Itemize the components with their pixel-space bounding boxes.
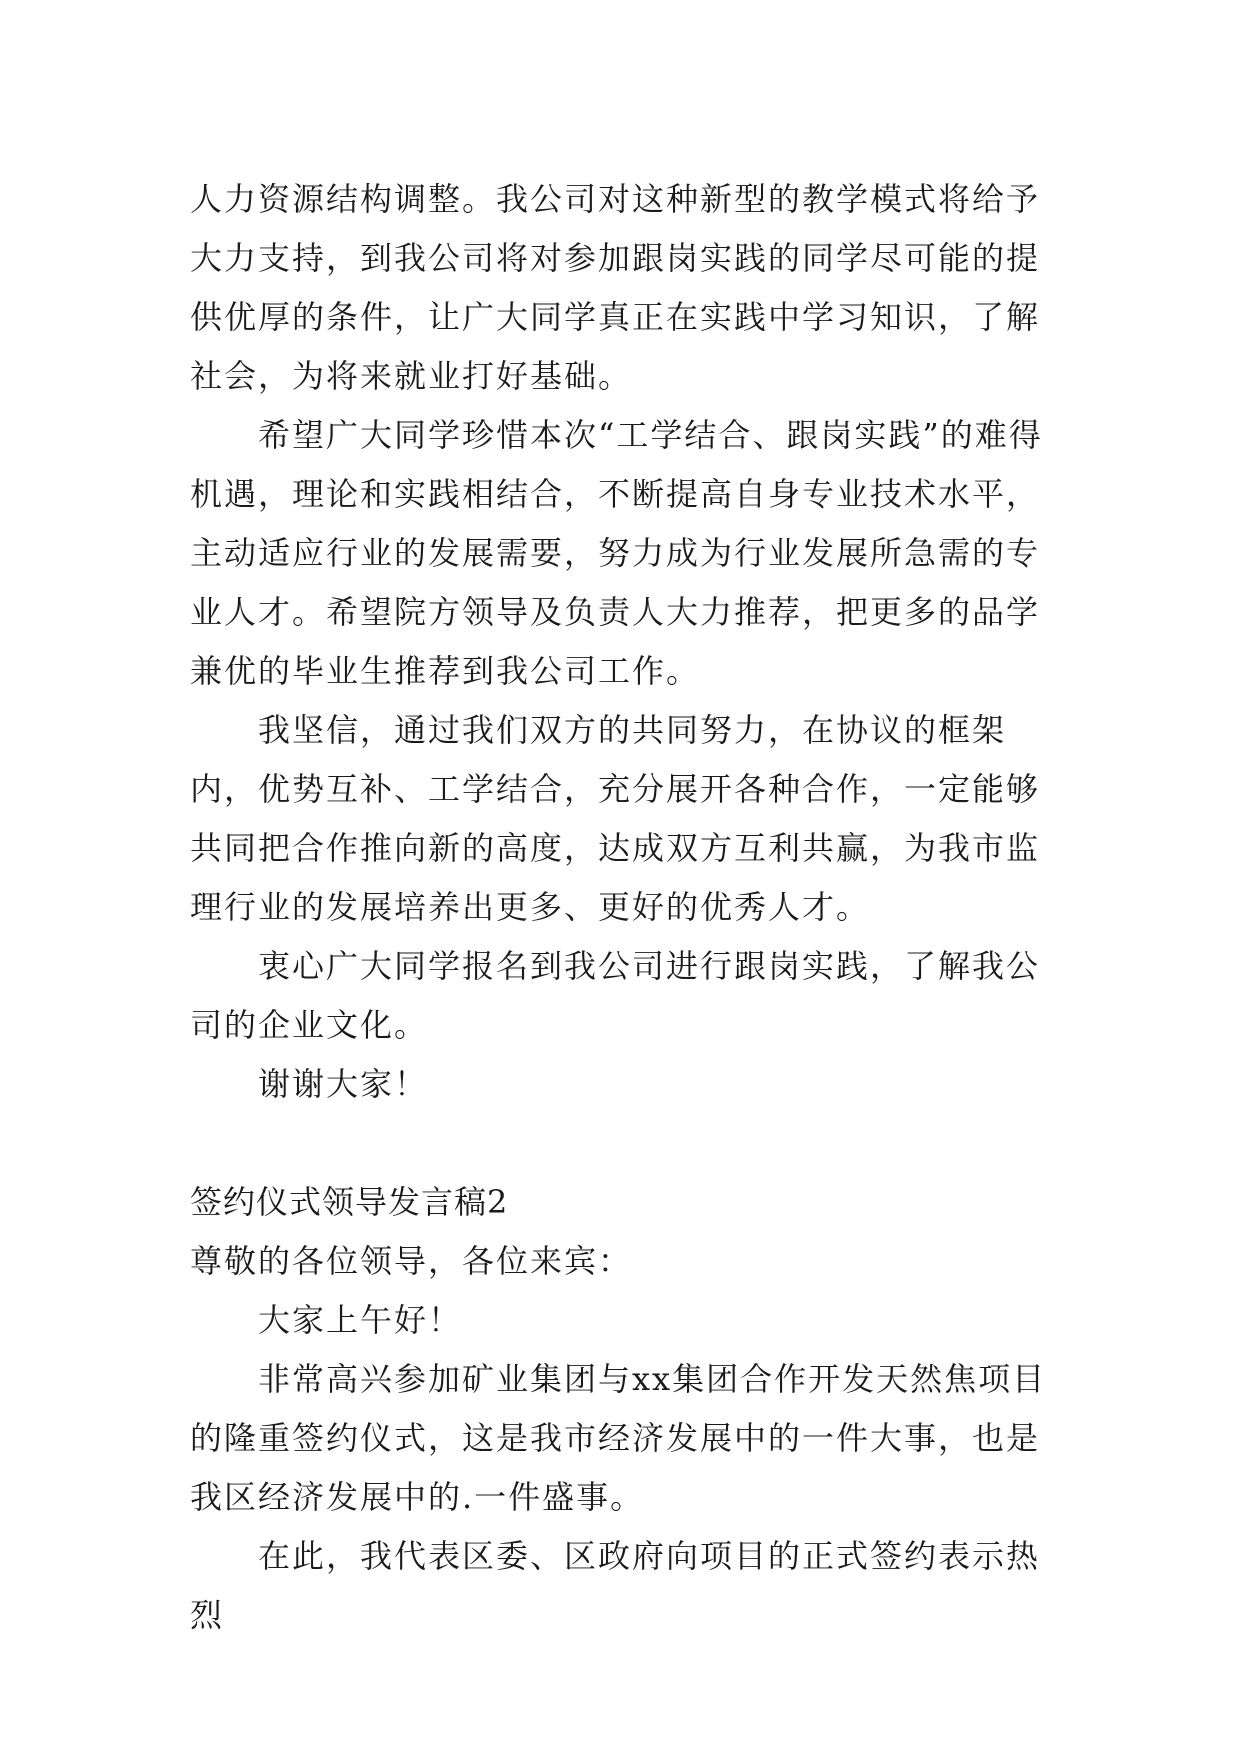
paragraph-thanks: 谢谢大家！ — [258, 1065, 429, 1103]
paragraph-pleased: 非常高兴参加矿业集团与xx集团合作开发天然焦项目的隆重签约仪式，这是我市经济发展中的一件大事，也是我区经济发展中的.一件盛事。 — [190, 1360, 1047, 1516]
paragraph-welcome: 衷心广大同学报名到我公司进行跟岗实践，了解我公司的企业文化。 — [190, 947, 1041, 1044]
paragraph-hope: 希望广大同学珍惜本次“工学结合、跟岗实践”的难得机遇，理论和实践相结合，不断提高自身专业技术水平，主动适应行业的发展需要，努力成为行业发展所急需的专业人才。希望院方领导及负责人大力推荐，把更多的品学兼优的毕业生推荐到我公司工作。 — [190, 416, 1043, 690]
paragraph-continued: 人力资源结构调整。我公司对这种新型的教学模式将给予大力支持，到我公司将对参加跟岗实践的同学尽可能的提供优厚的条件，让广大同学真正在实践中学习知识，了解社会，为将来就业打好基础。 — [190, 180, 1041, 395]
paragraph-represent: 在此，我代表区委、区政府向项目的正式签约表示热烈 — [190, 1537, 1041, 1634]
greeting: 大家上午好！ — [258, 1301, 463, 1339]
section-title: 签约仪式领导发言稿2 — [190, 1183, 509, 1221]
paragraph-believe: 我坚信，通过我们双方的共同努力，在协议的框架内，优势互补、工学结合，充分展开各种合作，一定能够共同把合作推向新的高度，达成双方互利共赢，为我市监理行业的发展培养出更多、更好的优秀人才。 — [190, 711, 1041, 926]
document-body — [190, 170, 1070, 1645]
section-gap — [190, 1114, 1070, 1173]
salutation: 尊敬的各位领导，各位来宾： — [190, 1242, 633, 1280]
